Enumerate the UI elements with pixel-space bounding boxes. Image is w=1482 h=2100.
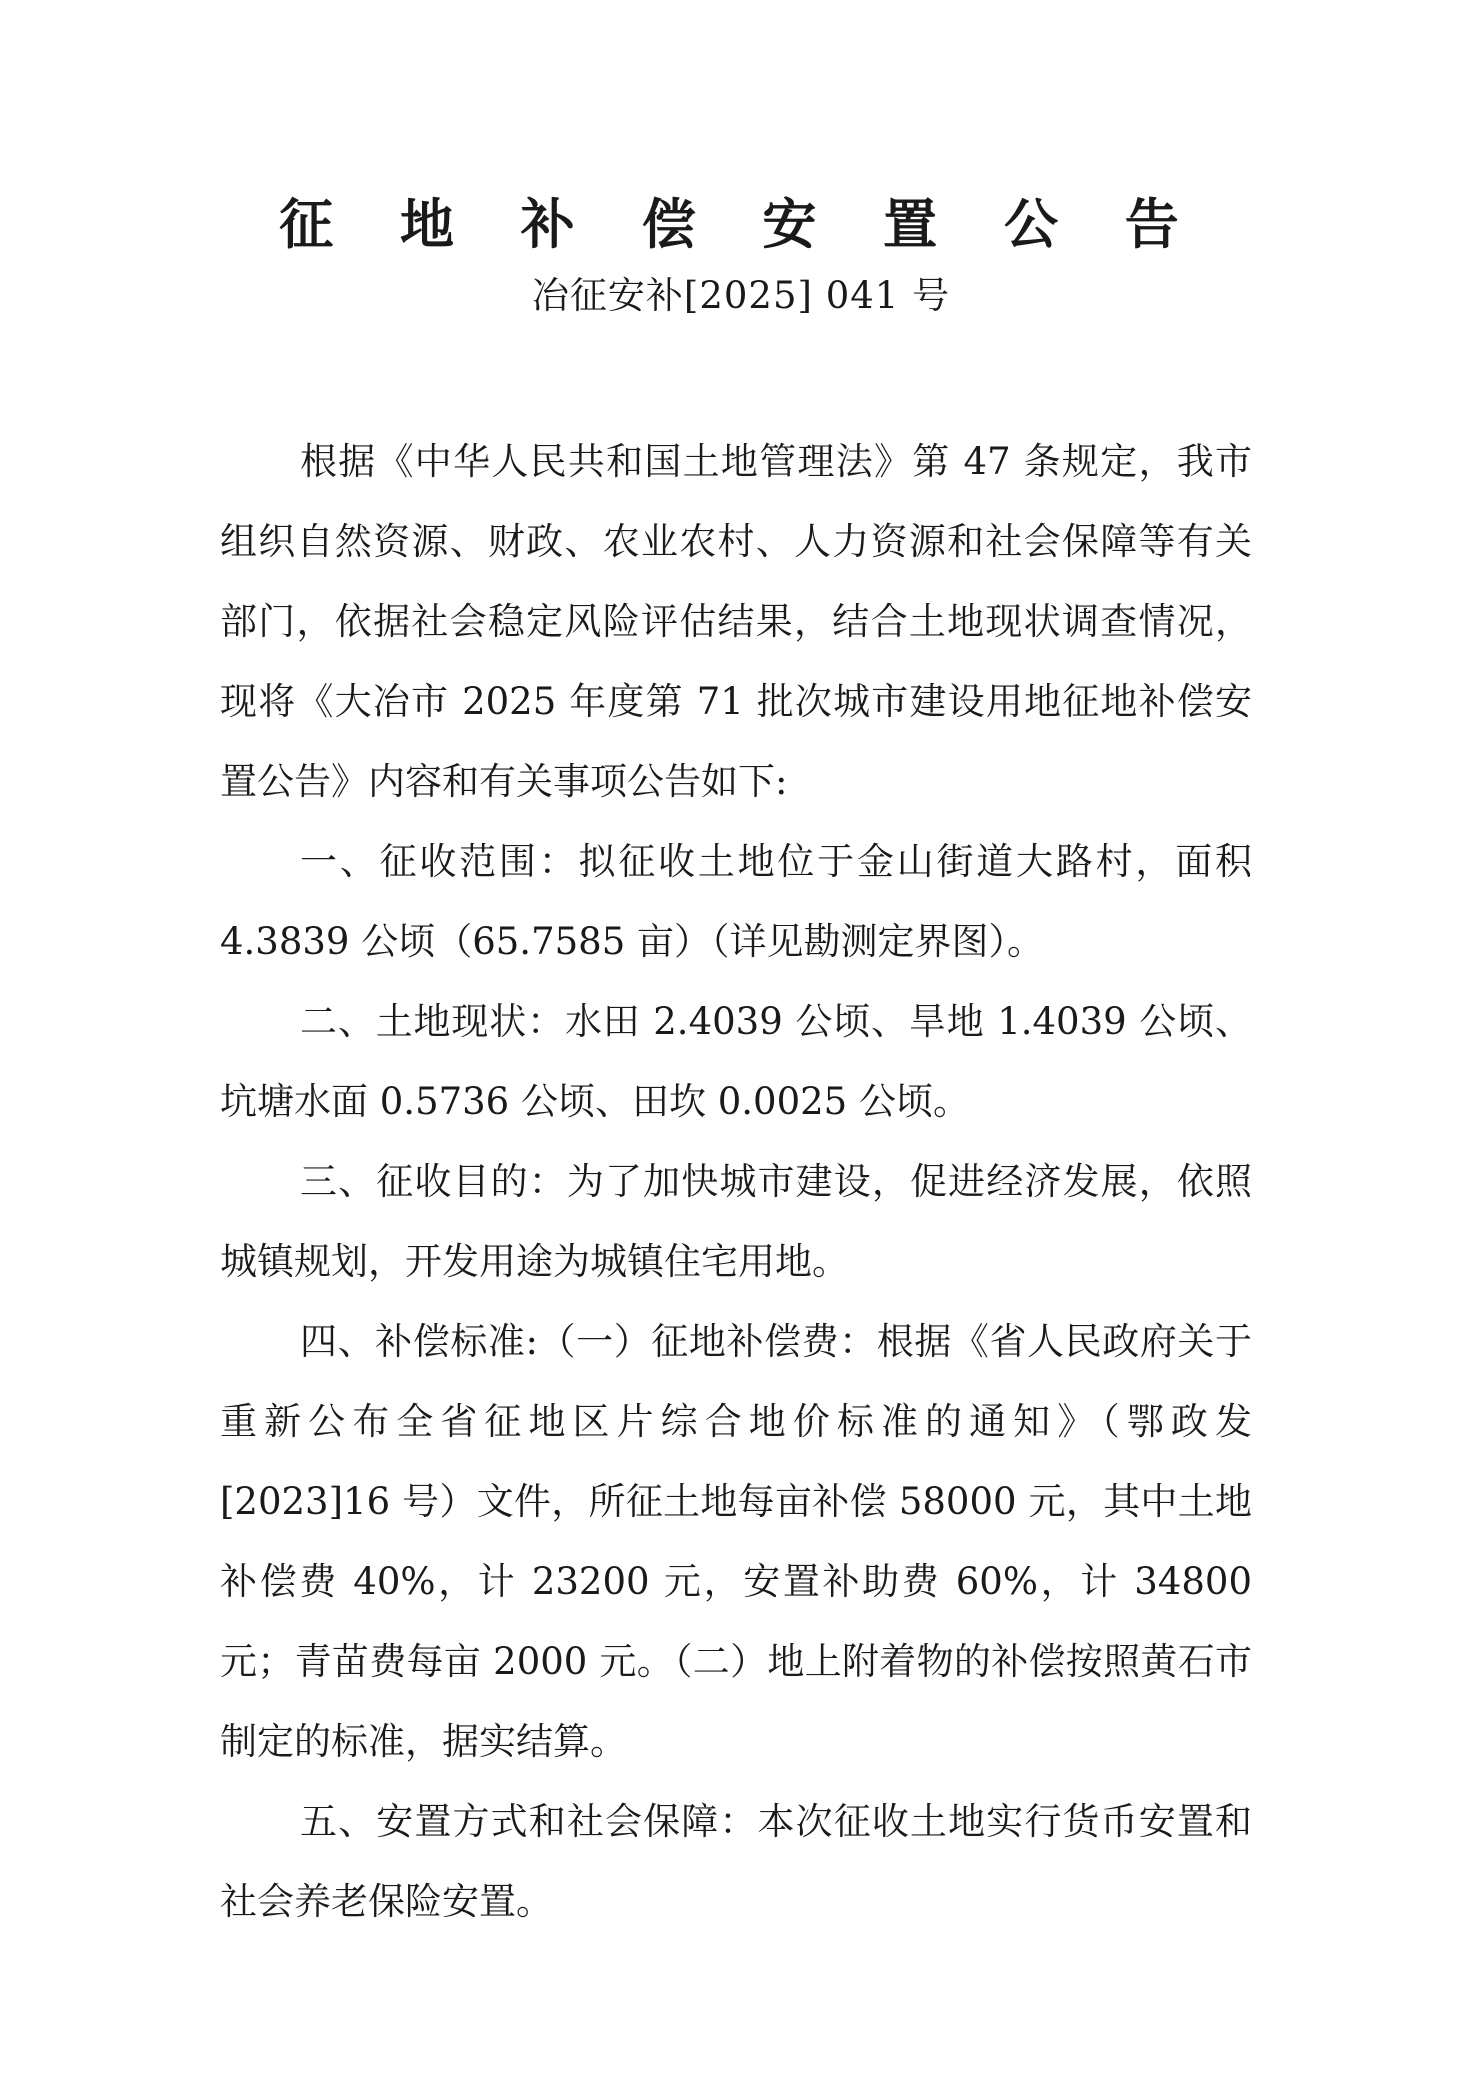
paragraph-intro: 根据《中华人民共和国土地管理法》第 47 条规定，我市组织自然资源、财政、农业农村、人力资源和社会保障等有关部门，依据社会稳定风险评估结果，结合土地现状调查情况，现将《大冶市 2025 年度第 71 批次城市建设用地征地补偿安置公告》内容和有关事项公告如下: xyxy=(220,440,1252,803)
paragraph-land-status: 二、土地现状：水田 2.4039 公顷、旱地 1.4039 公顷、坑塘水面 0.5736 公顷、田坎 0.0025 公顷。 xyxy=(220,1000,1252,1123)
document-number: 冶征安补[2025] 041 号 xyxy=(531,274,951,317)
paragraph-compensation: 四、补偿标准:（一）征地补偿费：根据《省人民政府关于重新公布全省征地区片综合地价标准的通知》（鄂政发[2023]16 号）文件，所征土地每亩补偿 58000 元，其中土地补偿费 40%，计 23200 元，安置补助费 60%，计 34800 元；青苗费每亩 2000 元。（二）地上附着物的补偿按照黄石市制定的标准，据实结算。 xyxy=(220,1320,1252,1763)
paragraph-resettlement: 五、安置方式和社会保障：本次征收土地实行货币安置和社会养老保险安置。 xyxy=(220,1800,1252,1923)
paragraph-purpose: 三、征收目的：为了加快城市建设，促进经济发展，依照城镇规划，开发用途为城镇住宅用地。 xyxy=(220,1160,1252,1283)
document-body xyxy=(220,422,1252,1942)
document-title: 征 地 补 偿 安 置 公 告 xyxy=(279,193,1203,256)
paragraph-scope: 一、征收范围：拟征收土地位于金山街道大路村，面积 4.3839 公顷（65.7585 亩）（详见勘测定界图）。 xyxy=(220,840,1252,963)
